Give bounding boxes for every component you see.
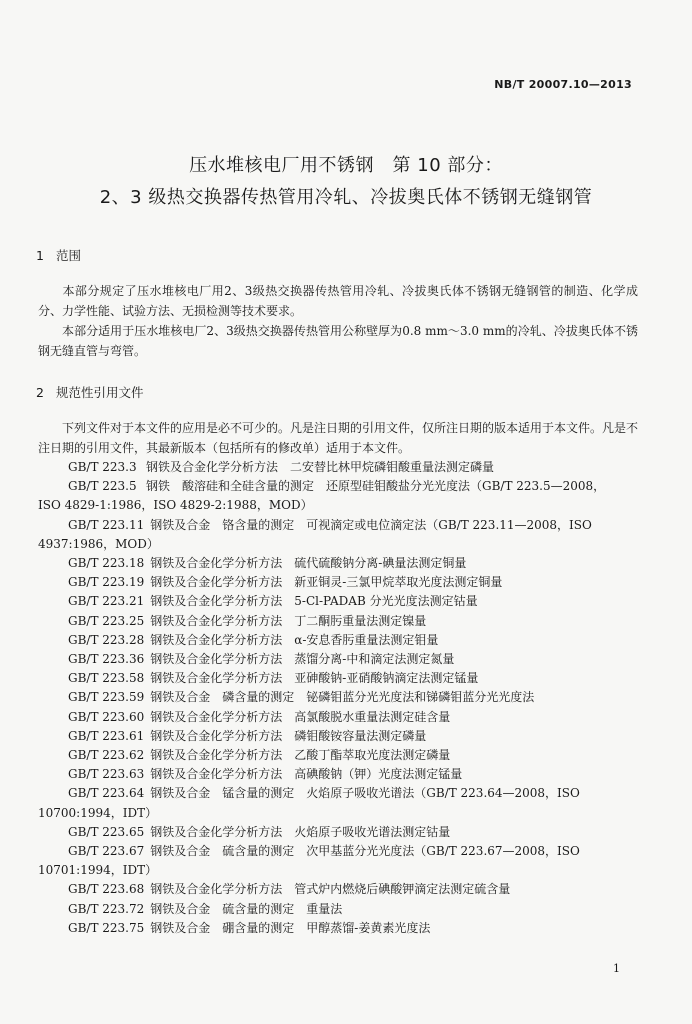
reference-item	[38, 900, 638, 919]
reference-code: GB/T 223.18	[68, 556, 145, 571]
section-title: 规范性引用文件	[56, 385, 144, 400]
reference-title: 钢铁及合金 磷含量的测定 铋磷钼蓝分光光度法和锑磷钼蓝分光光度法	[150, 690, 535, 705]
section-title: 范围	[56, 248, 82, 263]
reference-title: 钢铁及合金化学分析方法 蒸馏分离-中和滴定法测定氮量	[150, 652, 455, 667]
reference-code: GB/T 223.58	[68, 671, 145, 686]
reference-item	[38, 708, 638, 727]
reference-title: 钢铁及合金化学分析方法 乙酸丁酯萃取光度法测定磷量	[150, 748, 451, 763]
reference-code: GB/T 223.36	[68, 652, 145, 667]
reference-item	[38, 592, 638, 611]
reference-item	[38, 669, 638, 688]
reference-item	[38, 784, 638, 803]
scope-paragraph-1-text: 本部分规定了压水堆核电厂用2、3级热交换器传热管用冷轧、冷拔奥氏体不锈钢无缝钢管的制造、化学成分、力学性能、试验方法、无损检测等技术要求。	[38, 284, 638, 318]
section-heading-scope	[36, 246, 81, 264]
reference-item	[38, 612, 638, 631]
reference-title: 钢铁及合金 硼含量的测定 甲醇蒸馏-姜黄素光度法	[150, 920, 431, 935]
reference-continuation: 10700:1994，IDT）	[38, 805, 158, 820]
reference-code: GB/T 223.67	[68, 844, 145, 859]
reference-code: GB/T 223.25	[68, 613, 145, 628]
reference-title: 钢铁及合金化学分析方法 丁二酮肟重量法测定镍量	[150, 613, 427, 628]
scope-paragraph-2-text: 本部分适用于压水堆核电厂2、3级热交换器传热管用公称壁厚为0.8 mm～3.0 mm的冷轧、冷拔奥氏体不锈钢无缝直管与弯管。	[38, 324, 638, 358]
reference-code: GB/T 223.75	[68, 920, 145, 935]
reference-code: GB/T 223.62	[68, 748, 145, 763]
reference-code: GB/T 223.11	[68, 517, 145, 532]
scope-paragraph-2	[38, 321, 638, 361]
reference-title: 钢铁及合金化学分析方法 α-安息香肟重量法测定钼量	[150, 632, 439, 647]
page-number: 1	[613, 962, 620, 975]
reference-code: GB/T 223.19	[68, 575, 145, 590]
reference-code: GB/T 223.60	[68, 709, 145, 724]
reference-title: 钢铁及合金化学分析方法 火焰原子吸收光谱法测定钴量	[150, 824, 451, 839]
reference-item	[38, 554, 638, 573]
reference-continuation: 4937:1986，MOD）	[38, 536, 159, 551]
reference-code: GB/T 223.72	[68, 901, 145, 916]
reference-item	[38, 765, 638, 784]
reference-item	[38, 458, 638, 477]
section-number: 2	[36, 385, 44, 400]
reference-code: GB/T 223.63	[68, 767, 145, 782]
document-title-line2: 2、3 级热交换器传热管用冷轧、冷拔奥氏体不锈钢无缝钢管	[99, 187, 593, 208]
reference-title: 钢铁及合金化学分析方法 磷钼酸铵容量法测定磷量	[150, 728, 427, 743]
reference-item	[38, 516, 638, 535]
reference-item	[38, 631, 638, 650]
reference-title: 钢铁及合金 铬含量的测定 可视滴定或电位滴定法（GB/T 223.11—2008，ISO	[150, 517, 592, 532]
reference-code: GB/T 223.65	[68, 824, 145, 839]
section-heading-references	[36, 383, 144, 401]
reference-continuation: 10701:1994，IDT）	[38, 863, 158, 878]
reference-title: 钢铁及合金 硫含量的测定 次甲基蓝分光光度法（GB/T 223.67—2008，ISO	[150, 844, 580, 859]
reference-title: 钢铁及合金化学分析方法 新亚铜灵-三氯甲烷萃取光度法测定铜量	[150, 575, 503, 590]
reference-item	[38, 650, 638, 669]
reference-title: 钢铁及合金化学分析方法 管式炉内燃烧后碘酸钾滴定法测定硫含量	[150, 882, 511, 897]
document-title-line1: 压水堆核电厂用不锈钢 第 10 部分：	[189, 155, 503, 176]
reference-item	[38, 573, 638, 592]
section-number: 1	[36, 248, 44, 263]
reference-title: 钢铁 酸溶硅和全硅含量的测定 还原型硅钼酸盐分光光度法（GB/T 223.5—2008，	[146, 479, 606, 494]
reference-item	[38, 880, 638, 899]
reference-title: 钢铁及合金 锰含量的测定 火焰原子吸收光谱法（GB/T 223.64—2008，ISO	[150, 786, 580, 801]
references-intro	[38, 418, 638, 458]
reference-continuation: ISO 4829-1:1986，ISO 4829-2:1988，MOD）	[38, 498, 313, 513]
reference-title: 钢铁及合金化学分析方法 高氯酸脱水重量法测定硅含量	[150, 709, 451, 724]
reference-code: GB/T 223.5	[68, 479, 137, 494]
standard-code: NB/T 20007.10—2013	[494, 78, 632, 91]
reference-code: GB/T 223.68	[68, 882, 145, 897]
reference-title: 钢铁及合金化学分析方法 高碘酸钠（钾）光度法测定锰量	[150, 767, 463, 782]
reference-list	[38, 458, 638, 938]
reference-item	[38, 919, 638, 938]
reference-title: 钢铁及合金 硫含量的测定 重量法	[150, 901, 343, 916]
reference-title: 钢铁及合金化学分析方法 5-Cl-PADAB 分光光度法测定钴量	[150, 594, 478, 609]
reference-item	[38, 842, 638, 861]
reference-title: 钢铁及合金化学分析方法 亚砷酸钠-亚硝酸钠滴定法测定锰量	[150, 671, 479, 686]
reference-item	[38, 746, 638, 765]
reference-code: GB/T 223.64	[68, 786, 145, 801]
reference-code: GB/T 223.28	[68, 632, 145, 647]
reference-title: 钢铁及合金化学分析方法 硫代硫酸钠分离-碘量法测定铜量	[150, 556, 467, 571]
reference-item	[38, 727, 638, 746]
reference-item	[38, 688, 638, 707]
reference-item	[38, 823, 638, 842]
reference-code: GB/T 223.21	[68, 594, 145, 609]
reference-code: GB/T 223.59	[68, 690, 145, 705]
reference-item	[38, 477, 638, 496]
reference-code: GB/T 223.61	[68, 728, 145, 743]
reference-code: GB/T 223.3	[68, 460, 137, 474]
references-intro-text: 下列文件对于本文件的应用是必不可少的。凡是注日期的引用文件，仅所注日期的版本适用于本文件。凡是不注日期的引用文件，其最新版本（包括所有的修改单）适用于本文件。	[38, 421, 639, 455]
scope-paragraph-1	[38, 281, 638, 321]
reference-title: 钢铁及合金化学分析方法 二安替比林甲烷磷钼酸重量法测定磷量	[146, 460, 495, 474]
